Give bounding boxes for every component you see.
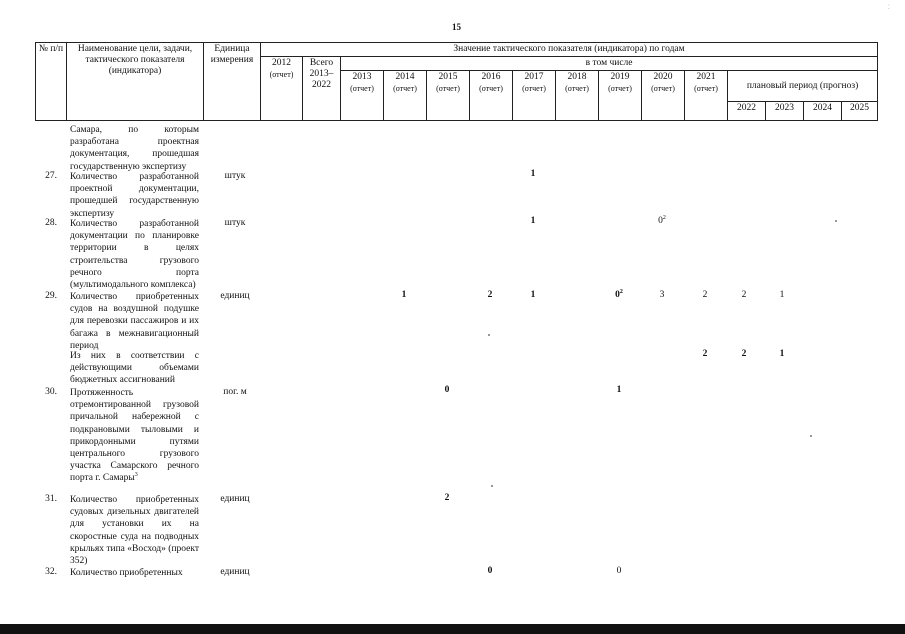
page-number: 15 xyxy=(452,22,461,32)
header-year: 2020 (отчет) xyxy=(642,71,685,121)
header-plan: плановый период (прогноз) xyxy=(728,71,878,102)
value-cell: 2 xyxy=(702,290,708,300)
value-cell: 1 xyxy=(530,169,536,179)
value-cell: 0 xyxy=(616,566,622,576)
header-year: 2021 (отчет) xyxy=(685,71,728,121)
value-cell: 2 xyxy=(741,349,747,359)
row-name: Количество приобретенных xyxy=(70,568,183,578)
header-name: Наименование цели, задачи, тактического показателя (индикатора) xyxy=(67,43,204,121)
value-cell: 1 xyxy=(779,349,785,359)
header-plan-year: 2022 xyxy=(728,102,766,121)
header-year: 2019 (отчет) xyxy=(599,71,642,121)
row-number: 32. xyxy=(45,567,57,577)
header-2012: 2012 (отчет) xyxy=(261,57,303,121)
header-year: 2013 (отчет) xyxy=(341,71,384,121)
row-number: 28. xyxy=(45,218,57,228)
row-unit: пог. м xyxy=(223,387,247,397)
value-cell: $0^2$ xyxy=(658,214,666,226)
row-number: 29. xyxy=(45,291,57,301)
header-plan-year: 2024 xyxy=(804,102,842,121)
row-unit: единиц xyxy=(220,567,250,577)
value-cell: 2 xyxy=(444,493,450,503)
header-total: Всего 2013–2022 xyxy=(303,57,341,121)
header-incl: в том числе xyxy=(341,57,878,71)
header-year: 2014 (отчет) xyxy=(384,71,427,121)
row-name: Количество разработанной проектной документации, прошедшей государственную экспертизу xyxy=(70,172,199,219)
row-name: Из них в соответствии с действующими объемами бюджетных ассигнований xyxy=(70,351,199,386)
scan-bottom-edge xyxy=(0,624,905,634)
row-name: Количество разработанной документации по планировке территории в целях строительства грузового речного порта (мультимодального комплекса) xyxy=(70,219,199,291)
header-year: 2018 (отчет) xyxy=(556,71,599,121)
row-name: Количество приобретенных судовых дизельных двигателей для установки их на скоростные суда на подводных крыльях типа «Восход» (проект 352) xyxy=(70,495,199,567)
header-values: Значение тактического показателя (индикатора) по годам xyxy=(261,43,878,57)
row-name: Количество приобретенных судов на воздушной подушке для перевозки пассажиров и их багажа в межнавигационный период xyxy=(70,292,199,351)
row-unit: штук xyxy=(224,171,246,181)
value-cell: 1 xyxy=(530,290,536,300)
row-number: 30. xyxy=(45,387,57,397)
row-unit: штук xyxy=(224,218,246,228)
value-cell: 3 xyxy=(659,290,665,300)
scan-mark: · · xyxy=(885,4,891,10)
value-cell: 0 xyxy=(444,385,450,395)
value-cell: 0 xyxy=(487,566,493,576)
row-number: 27. xyxy=(45,171,57,181)
header-unit: Единица измерения xyxy=(204,43,261,121)
value-cell: $0^2$ xyxy=(615,288,623,300)
header-year: 2017 (отчет) xyxy=(513,71,556,121)
value-cell: 1 xyxy=(616,385,622,395)
value-cell: 1 xyxy=(779,290,785,300)
header-plan-year: 2025 xyxy=(842,102,878,121)
row-number: 31. xyxy=(45,494,57,504)
row-unit: единиц xyxy=(220,494,250,504)
scan-speck xyxy=(810,435,812,437)
continuation-text: Самара, по которым разработана проектная документация, прошедшая государственную экспертизу xyxy=(70,125,199,172)
header-table xyxy=(35,42,878,121)
value-cell: 2 xyxy=(702,349,708,359)
value-cell: 2 xyxy=(741,290,747,300)
value-cell: 1 xyxy=(401,290,407,300)
header-year: 2015 (отчет) xyxy=(427,71,470,121)
header-year: 2016 (отчет) xyxy=(470,71,513,121)
row-name: Протяженность отремонтированной грузовой причальной набережной с подкрановыми тыловыми и прикордонными путями центрального грузового участка Самарского речного порта г. Самары$^3$ xyxy=(70,388,199,484)
row-unit: единиц xyxy=(220,291,250,301)
value-cell: 2 xyxy=(487,290,493,300)
scan-speck xyxy=(488,334,490,336)
header-plan-year: 2023 xyxy=(766,102,804,121)
scan-speck xyxy=(491,485,493,487)
scan-speck xyxy=(835,220,837,222)
header-num: № п/п xyxy=(36,43,67,121)
value-cell: 1 xyxy=(530,216,536,226)
